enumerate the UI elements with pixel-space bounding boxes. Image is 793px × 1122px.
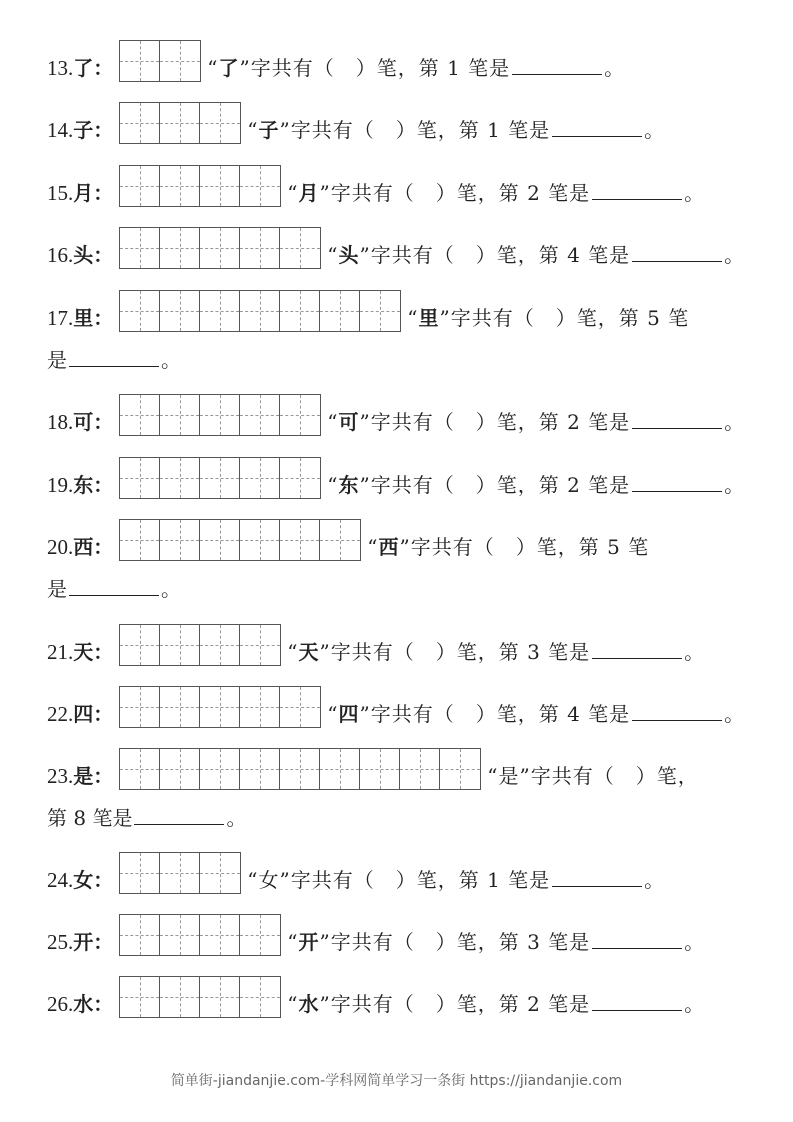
prompt-suffix: 笔是 — [548, 930, 591, 954]
grid-cell[interactable] — [160, 749, 200, 789]
grid-cell[interactable] — [200, 166, 240, 206]
period: 。 — [724, 410, 746, 434]
prompt-text: 字共有（ ）笔，第 — [370, 702, 560, 726]
close-quote: ” — [439, 306, 451, 330]
question-15 — [47, 163, 705, 205]
answer-blank[interactable] — [69, 575, 159, 596]
grid-cell[interactable] — [120, 166, 160, 206]
grid-cell[interactable] — [160, 103, 200, 143]
grid-cell[interactable] — [400, 749, 440, 789]
stroke-number: 2 — [527, 992, 541, 1016]
close-quote: ” — [319, 181, 331, 205]
question-18 — [47, 392, 745, 434]
question-number: 18. — [47, 410, 74, 434]
writing-grid[interactable] — [119, 102, 241, 144]
grid-cell[interactable] — [120, 520, 160, 560]
stroke-number: 4 — [567, 702, 581, 726]
question-number: 16. — [47, 243, 74, 267]
answer-blank[interactable] — [592, 638, 682, 659]
target-character: 东 — [73, 473, 94, 497]
target-character: 了 — [73, 56, 94, 80]
target-character: 四 — [73, 702, 94, 726]
grid-cell[interactable] — [280, 291, 320, 331]
quoted-character: 子 — [258, 118, 280, 142]
open-quote: “ — [367, 535, 379, 559]
question-13 — [47, 38, 625, 80]
grid-cell[interactable] — [120, 103, 160, 143]
question-20 — [47, 517, 649, 559]
answer-blank[interactable] — [592, 179, 682, 200]
grid-cell[interactable] — [120, 625, 160, 665]
answer-blank[interactable] — [69, 346, 159, 367]
grid-cell[interactable] — [320, 291, 360, 331]
grid-cell[interactable] — [320, 749, 360, 789]
target-character: 可 — [73, 410, 94, 434]
grid-cell[interactable] — [120, 291, 160, 331]
question-continuation — [47, 344, 181, 373]
grid-cell[interactable] — [280, 520, 320, 560]
prompt-text: 字共有（ ）笔，第 — [330, 930, 520, 954]
question-24 — [47, 850, 665, 892]
stroke-number: 2 — [527, 181, 541, 205]
grid-cell[interactable] — [280, 749, 320, 789]
grid-cell[interactable] — [200, 915, 240, 955]
period: 。 — [644, 868, 666, 892]
question-text — [327, 241, 745, 267]
target-character: 月 — [73, 181, 94, 205]
question-number: 22. — [47, 702, 74, 726]
stroke-number: 3 — [527, 640, 541, 664]
grid-cell[interactable] — [200, 395, 240, 435]
grid-cell[interactable] — [280, 458, 320, 498]
colon: ： — [93, 118, 114, 142]
colon: ： — [93, 702, 114, 726]
prompt-suffix: 笔是 — [548, 181, 591, 205]
colon: ： — [93, 473, 114, 497]
grid-cell[interactable] — [160, 228, 200, 268]
close-quote: ” — [239, 56, 251, 80]
question-number: 17. — [47, 306, 74, 330]
grid-cell[interactable] — [240, 749, 280, 789]
prompt-suffix: 笔是 — [468, 56, 511, 80]
grid-cell[interactable] — [120, 853, 160, 893]
period: 。 — [724, 243, 746, 267]
open-quote: “ — [327, 243, 339, 267]
question-text — [247, 116, 665, 142]
quoted-character: 西 — [378, 535, 400, 559]
question-text — [487, 764, 698, 788]
grid-cell[interactable] — [160, 853, 200, 893]
close-quote: ” — [279, 118, 291, 142]
open-quote: “ — [327, 410, 339, 434]
grid-cell[interactable] — [320, 520, 360, 560]
question-text — [287, 179, 705, 205]
question-text — [207, 54, 625, 80]
grid-cell[interactable] — [120, 458, 160, 498]
quoted-character: 女 — [258, 868, 280, 892]
target-character: 头 — [73, 243, 94, 267]
writing-grid[interactable] — [119, 227, 321, 269]
question-continuation — [47, 802, 246, 831]
grid-cell[interactable] — [280, 395, 320, 435]
grid-cell[interactable] — [200, 458, 240, 498]
question-number: 23. — [47, 764, 74, 788]
close-quote: ” — [359, 473, 371, 497]
period: 。 — [161, 348, 181, 372]
colon: ： — [93, 181, 114, 205]
close-quote: ” — [279, 868, 291, 892]
colon: ： — [93, 306, 114, 330]
prompt-text: 字共有（ ）笔，第 — [290, 118, 480, 142]
open-quote: “ — [287, 930, 299, 954]
prompt-suffix: 笔是 — [588, 410, 631, 434]
question-text — [327, 408, 745, 434]
question-text — [287, 638, 705, 664]
question-text — [327, 700, 745, 726]
close-quote: ” — [319, 640, 331, 664]
stroke-number: 1 — [487, 118, 501, 142]
grid-cell[interactable] — [160, 291, 200, 331]
period: 。 — [684, 992, 706, 1016]
close-quote: ” — [519, 764, 531, 788]
continuation-text: 是 — [47, 348, 67, 372]
question-14 — [47, 100, 665, 142]
grid-cell[interactable] — [160, 458, 200, 498]
question-16 — [47, 225, 745, 267]
question-19 — [47, 455, 745, 497]
grid-cell[interactable] — [200, 228, 240, 268]
question-number: 25. — [47, 930, 74, 954]
prompt-text: 字共有（ ）笔，第 — [370, 473, 560, 497]
open-quote: “ — [247, 118, 259, 142]
stroke-number: 1 — [487, 868, 501, 892]
stroke-number: 5 — [607, 535, 621, 559]
question-text — [407, 306, 689, 330]
grid-cell[interactable] — [240, 625, 280, 665]
grid-cell[interactable] — [120, 41, 160, 81]
grid-cell[interactable] — [160, 915, 200, 955]
question-number: 20. — [47, 535, 74, 559]
grid-cell[interactable] — [120, 228, 160, 268]
grid-cell[interactable] — [240, 915, 280, 955]
open-quote: “ — [287, 181, 299, 205]
period: 。 — [226, 806, 247, 830]
prompt-suffix: 笔是 — [588, 473, 631, 497]
quoted-character: 是 — [498, 764, 520, 788]
quoted-character: 月 — [298, 181, 320, 205]
stroke-number: 2 — [567, 410, 581, 434]
prompt-suffix: 笔 — [628, 535, 650, 559]
prompt-suffix: 笔是 — [548, 640, 591, 664]
question-number: 19. — [47, 473, 74, 497]
question-25 — [47, 912, 705, 954]
prompt-suffix: 笔是 — [508, 118, 551, 142]
grid-cell[interactable] — [160, 687, 200, 727]
question-text — [287, 990, 705, 1016]
grid-cell[interactable] — [280, 228, 320, 268]
target-character: 是 — [73, 764, 94, 788]
question-number: 14. — [47, 118, 74, 142]
grid-cell[interactable] — [240, 458, 280, 498]
grid-cell[interactable] — [120, 977, 160, 1017]
grid-cell[interactable] — [200, 103, 240, 143]
question-23 — [47, 746, 699, 788]
open-quote: “ — [287, 992, 299, 1016]
open-quote: “ — [287, 640, 299, 664]
grid-cell[interactable] — [360, 749, 400, 789]
colon: ： — [93, 764, 114, 788]
grid-cell[interactable] — [440, 749, 480, 789]
grid-cell[interactable] — [120, 687, 160, 727]
close-quote: ” — [399, 535, 411, 559]
grid-cell[interactable] — [200, 520, 240, 560]
quoted-character: 可 — [338, 410, 360, 434]
grid-cell[interactable] — [160, 395, 200, 435]
answer-blank[interactable] — [592, 990, 682, 1011]
period: 。 — [684, 640, 706, 664]
grid-cell[interactable] — [120, 749, 160, 789]
grid-cell[interactable] — [240, 228, 280, 268]
question-number: 26. — [47, 992, 74, 1016]
grid-cell[interactable] — [120, 395, 160, 435]
question-26 — [47, 974, 705, 1016]
answer-blank[interactable] — [632, 471, 722, 492]
stroke-number: 1 — [447, 56, 461, 80]
answer-blank[interactable] — [512, 54, 602, 75]
target-character: 子 — [73, 118, 94, 142]
answer-blank[interactable] — [632, 408, 722, 429]
quoted-character: 了 — [218, 56, 240, 80]
close-quote: ” — [319, 992, 331, 1016]
prompt-text: 字共有（ ）笔，第 — [450, 306, 640, 330]
grid-cell[interactable] — [200, 291, 240, 331]
grid-cell[interactable] — [200, 749, 240, 789]
answer-blank[interactable] — [592, 928, 682, 949]
grid-cell[interactable] — [360, 291, 400, 331]
quoted-character: 东 — [338, 473, 360, 497]
grid-cell[interactable] — [160, 41, 200, 81]
prompt-suffix: 笔是 — [588, 243, 631, 267]
grid-cell[interactable] — [200, 853, 240, 893]
close-quote: ” — [319, 930, 331, 954]
grid-cell[interactable] — [280, 687, 320, 727]
stroke-number: 3 — [527, 930, 541, 954]
colon: ： — [93, 640, 114, 664]
answer-blank[interactable] — [134, 804, 224, 825]
prompt-text: 字共有（ ）笔，第 — [250, 56, 440, 80]
prompt-suffix: 笔是 — [588, 702, 631, 726]
writing-grid[interactable] — [119, 519, 361, 561]
close-quote: ” — [359, 410, 371, 434]
grid-cell[interactable] — [240, 977, 280, 1017]
grid-cell[interactable] — [160, 166, 200, 206]
period: 。 — [684, 181, 706, 205]
grid-cell[interactable] — [240, 687, 280, 727]
quoted-character: 头 — [338, 243, 360, 267]
writing-grid[interactable] — [119, 976, 281, 1018]
quoted-character: 天 — [298, 640, 320, 664]
question-text — [367, 535, 649, 559]
writing-grid[interactable] — [119, 686, 321, 728]
question-text — [247, 866, 665, 892]
question-22 — [47, 684, 745, 726]
period: 。 — [724, 473, 746, 497]
continuation-text: 是 — [47, 577, 67, 601]
colon: ： — [93, 868, 114, 892]
grid-cell[interactable] — [160, 977, 200, 1017]
open-quote: “ — [327, 702, 339, 726]
close-quote: ” — [359, 702, 371, 726]
colon: ： — [93, 930, 114, 954]
period: 。 — [684, 930, 706, 954]
prompt-text: 字共有（ ）笔，第 — [290, 868, 480, 892]
writing-grid[interactable] — [119, 852, 241, 894]
grid-cell[interactable] — [240, 166, 280, 206]
target-character: 西 — [73, 535, 94, 559]
prompt-text: 字共有（ ）笔，第 — [370, 410, 560, 434]
grid-cell[interactable] — [240, 395, 280, 435]
grid-cell[interactable] — [200, 687, 240, 727]
stroke-number: 2 — [567, 473, 581, 497]
period: 。 — [724, 702, 746, 726]
colon: ： — [93, 56, 114, 80]
open-quote: “ — [207, 56, 219, 80]
grid-cell[interactable] — [200, 977, 240, 1017]
question-17 — [47, 288, 689, 330]
writing-grid[interactable] — [119, 40, 201, 82]
grid-cell[interactable] — [200, 625, 240, 665]
answer-blank[interactable] — [632, 241, 722, 262]
colon: ： — [93, 992, 114, 1016]
grid-cell[interactable] — [160, 520, 200, 560]
prompt-suffix: 笔是 — [548, 992, 591, 1016]
target-character: 开 — [73, 930, 94, 954]
question-text — [287, 928, 705, 954]
target-character: 里 — [73, 306, 94, 330]
open-quote: “ — [247, 868, 259, 892]
target-character: 水 — [73, 992, 94, 1016]
question-text — [327, 471, 745, 497]
stroke-number: 4 — [567, 243, 581, 267]
open-quote: “ — [487, 764, 499, 788]
quoted-character: 开 — [298, 930, 320, 954]
period: 。 — [161, 577, 181, 601]
close-quote: ” — [359, 243, 371, 267]
writing-grid[interactable] — [119, 748, 481, 790]
stroke-number: 5 — [647, 306, 661, 330]
writing-grid[interactable] — [119, 624, 281, 666]
target-character: 天 — [73, 640, 94, 664]
question-continuation — [47, 573, 181, 602]
question-number: 24. — [47, 868, 74, 892]
target-character: 女 — [73, 868, 94, 892]
prompt-text: 字共有（ ）笔，第 — [330, 640, 520, 664]
question-number: 13. — [47, 56, 74, 80]
answer-blank[interactable] — [552, 866, 642, 887]
prompt-suffix: 笔是 — [508, 868, 551, 892]
prompt-text: 字共有（ ）笔，第 — [330, 181, 520, 205]
prompt-text: 字共有（ ）笔，第 — [330, 992, 520, 1016]
writing-grid[interactable] — [119, 394, 321, 436]
period: 。 — [604, 56, 626, 80]
writing-grid[interactable] — [119, 457, 321, 499]
grid-cell[interactable] — [240, 291, 280, 331]
answer-blank[interactable] — [632, 700, 722, 721]
grid-cell[interactable] — [120, 915, 160, 955]
grid-cell[interactable] — [240, 520, 280, 560]
answer-blank[interactable] — [552, 116, 642, 137]
period: 。 — [644, 118, 666, 142]
writing-grid[interactable] — [119, 914, 281, 956]
writing-grid[interactable] — [119, 165, 281, 207]
writing-grid[interactable] — [119, 290, 401, 332]
continuation-text: 第 8 笔是 — [47, 806, 133, 830]
prompt-text: 字共有（ ）笔，第 — [410, 535, 600, 559]
colon: ： — [93, 410, 114, 434]
colon: ： — [93, 243, 114, 267]
footer-watermark: 简单街-jiandanjie.com-学科网简单学习一条街 https://jiandanjie.com — [170, 1073, 623, 1089]
open-quote: “ — [407, 306, 419, 330]
colon: ： — [93, 535, 114, 559]
quoted-character: 四 — [338, 702, 360, 726]
quoted-character: 水 — [298, 992, 320, 1016]
question-number: 21. — [47, 640, 74, 664]
quoted-character: 里 — [418, 306, 440, 330]
open-quote: “ — [327, 473, 339, 497]
grid-cell[interactable] — [160, 625, 200, 665]
question-number: 15. — [47, 181, 74, 205]
prompt-text: 字共有（ ）笔，第 — [370, 243, 560, 267]
prompt-suffix: 笔 — [668, 306, 690, 330]
prompt-text: 字共有（ ）笔， — [530, 764, 699, 788]
question-21 — [47, 622, 705, 664]
